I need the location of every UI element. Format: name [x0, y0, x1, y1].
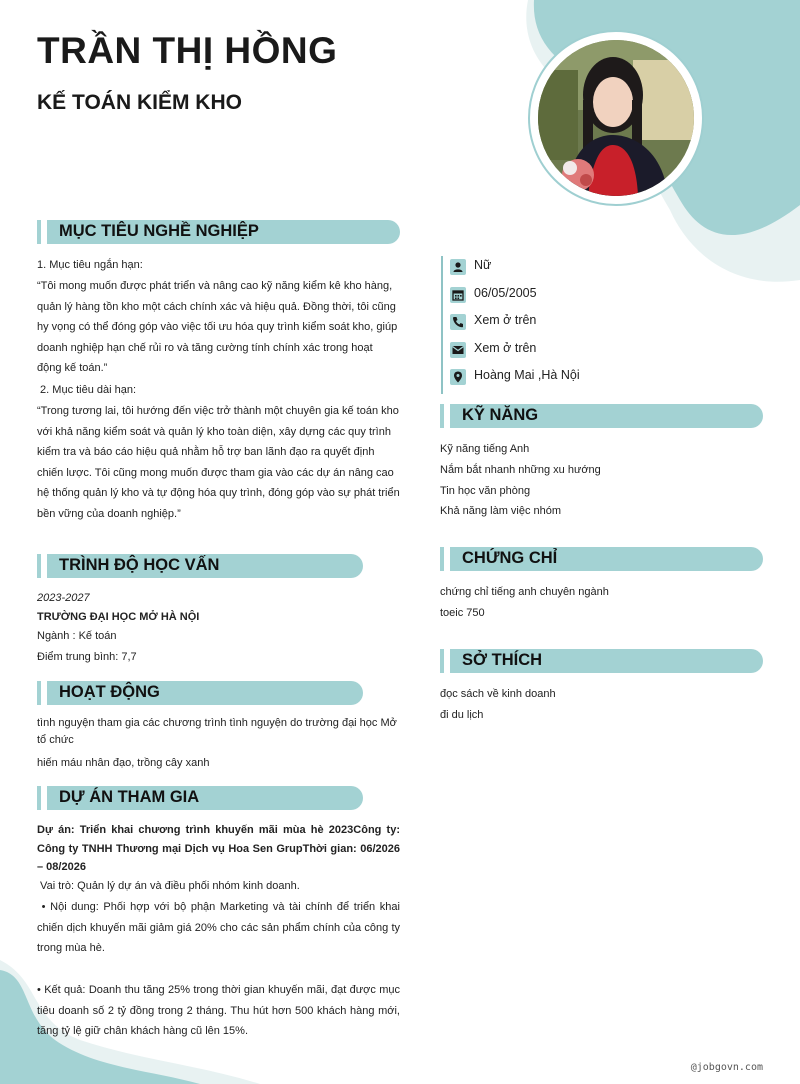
objective-long-label: 2. Mục tiêu dài hạn:: [37, 384, 137, 396]
skill-item: Nắm bắt nhanh những xu hướng: [440, 463, 601, 476]
section-header-certificates: CHỨNG CHỈ: [450, 547, 763, 571]
certificates-list: [440, 582, 609, 624]
person-icon: [450, 259, 466, 275]
contact-address: Hoàng Mai ,Hà Nội: [443, 366, 643, 394]
skill-item: Kỹ năng tiếng Anh: [440, 443, 530, 455]
section-header-education: TRÌNH ĐỘ HỌC VẤN: [47, 554, 363, 578]
education-school: TRƯỜNG ĐẠI HỌC MỞ HÀ NỘI: [37, 611, 200, 623]
avatar-frame: [528, 30, 704, 206]
skill-item: Tin học văn phòng: [440, 484, 531, 497]
hobbies-list: [440, 684, 556, 726]
location-icon: [450, 369, 466, 385]
section-header-objective: MỤC TIÊU NGHỀ NGHIỆP: [47, 220, 400, 244]
activity-item: tình nguyện tham gia các chương trình tình nguyện do trường đại học Mở tổ chức: [37, 717, 397, 746]
contact-email: Xem ở trên: [443, 339, 643, 367]
education-major: Ngành : Kế toán: [37, 630, 117, 642]
phone-icon: [450, 314, 466, 330]
section-header-projects: DỰ ÁN THAM GIA: [47, 786, 363, 810]
project-content: • Nội dung: Phối hợp với bộ phận Marketing và tài chính để triển khai chiến dịch khuyến mãi giảm giá 20% cho các sản phẩm chính của công ty trong mùa hè.: [37, 901, 404, 954]
hobby-item: đi du lịch: [440, 708, 484, 721]
project-role: Vai trò: Quản lý dự án và điều phối nhóm kinh doanh.: [37, 880, 300, 892]
contact-phone: Xem ở trên: [443, 311, 643, 339]
calendar-icon: [450, 287, 466, 303]
contact-birthday: 06/05/2005: [443, 284, 643, 312]
candidate-name: TRẦN THỊ HỒNG: [37, 30, 338, 71]
objective-long-text: “Trong tương lai, tôi hướng đến việc trở thành một chuyên gia kế toán kho với khả năng kiểm soát và quản lý kho toàn diện, xây dựng các quy trình kiểm tra và báo cáo hiệu quả nhằm hỗ trợ ban lãnh đạo ra quyết định chiến lược. Tôi cũng mong muốn được tham gia vào các dự án nâng cao hệ thống quản lý kho và tự động hóa quy trình, đóng góp vào sự phát triển bền vững của doanh nghiệp.”: [37, 405, 400, 520]
education-period: 2023-2027: [37, 592, 90, 604]
section-header-hobbies: SỞ THÍCH: [450, 649, 763, 673]
section-header-skills: KỸ NĂNG: [450, 404, 763, 428]
skill-item: Khả năng làm việc nhóm: [440, 505, 562, 518]
objective-short-text: “Tôi mong muốn được phát triển và nâng cao kỹ năng kiểm kê kho hàng, quản lý hàng tồn kho một cách chính xác và hiệu quả. Đồng thời, tôi cũng hy vọng có thể đóng góp vào việc tối ưu hóa quy trình kiểm soát kho, giúp doanh nghiệp hạn chế rủi ro và tăng cường tính chính xác trong hoạt động kế toán.”: [37, 280, 398, 374]
project-result: • Kết quả: Doanh thu tăng 25% trong thời gian khuyến mãi, đạt được mục tiêu doanh số 2 tỷ đồng trong 2 tháng. Thu hút hơn 500 khách hàng mới, tăng tỷ lệ giữ chân khách hàng cũ lên 15%.: [37, 984, 400, 1037]
project-title: Dự án: Triển khai chương trình khuyến mãi mùa hè 2023Công ty: Công ty TNHH Thương mại Dịch vụ Hoa Sen GrupThời gian: 06/2026 – 08/2026: [37, 824, 400, 873]
email-icon: [450, 342, 466, 358]
certificate-item: toeic 750: [440, 606, 485, 619]
certificate-item: chứng chỉ tiếng anh chuyên ngành: [440, 586, 609, 598]
avatar: [538, 40, 694, 196]
contact-gender: Nữ: [443, 256, 643, 284]
activity-item: hiến máu nhân đạo, trồng cây xanh: [37, 757, 210, 769]
section-header-activities: HOẠT ĐỘNG: [47, 681, 363, 705]
hobby-item: đọc sách về kinh doanh: [440, 688, 556, 700]
skills-list: [440, 439, 601, 522]
watermark: @jobgovn.com: [690, 1062, 763, 1073]
job-title: KẾ TOÁN KIỂM KHO: [37, 91, 242, 114]
objective-short-label: 1. Mục tiêu ngắn hạn:: [37, 259, 143, 271]
education-gpa: Điểm trung bình: 7,7: [37, 651, 137, 663]
contact-list: [441, 256, 643, 394]
